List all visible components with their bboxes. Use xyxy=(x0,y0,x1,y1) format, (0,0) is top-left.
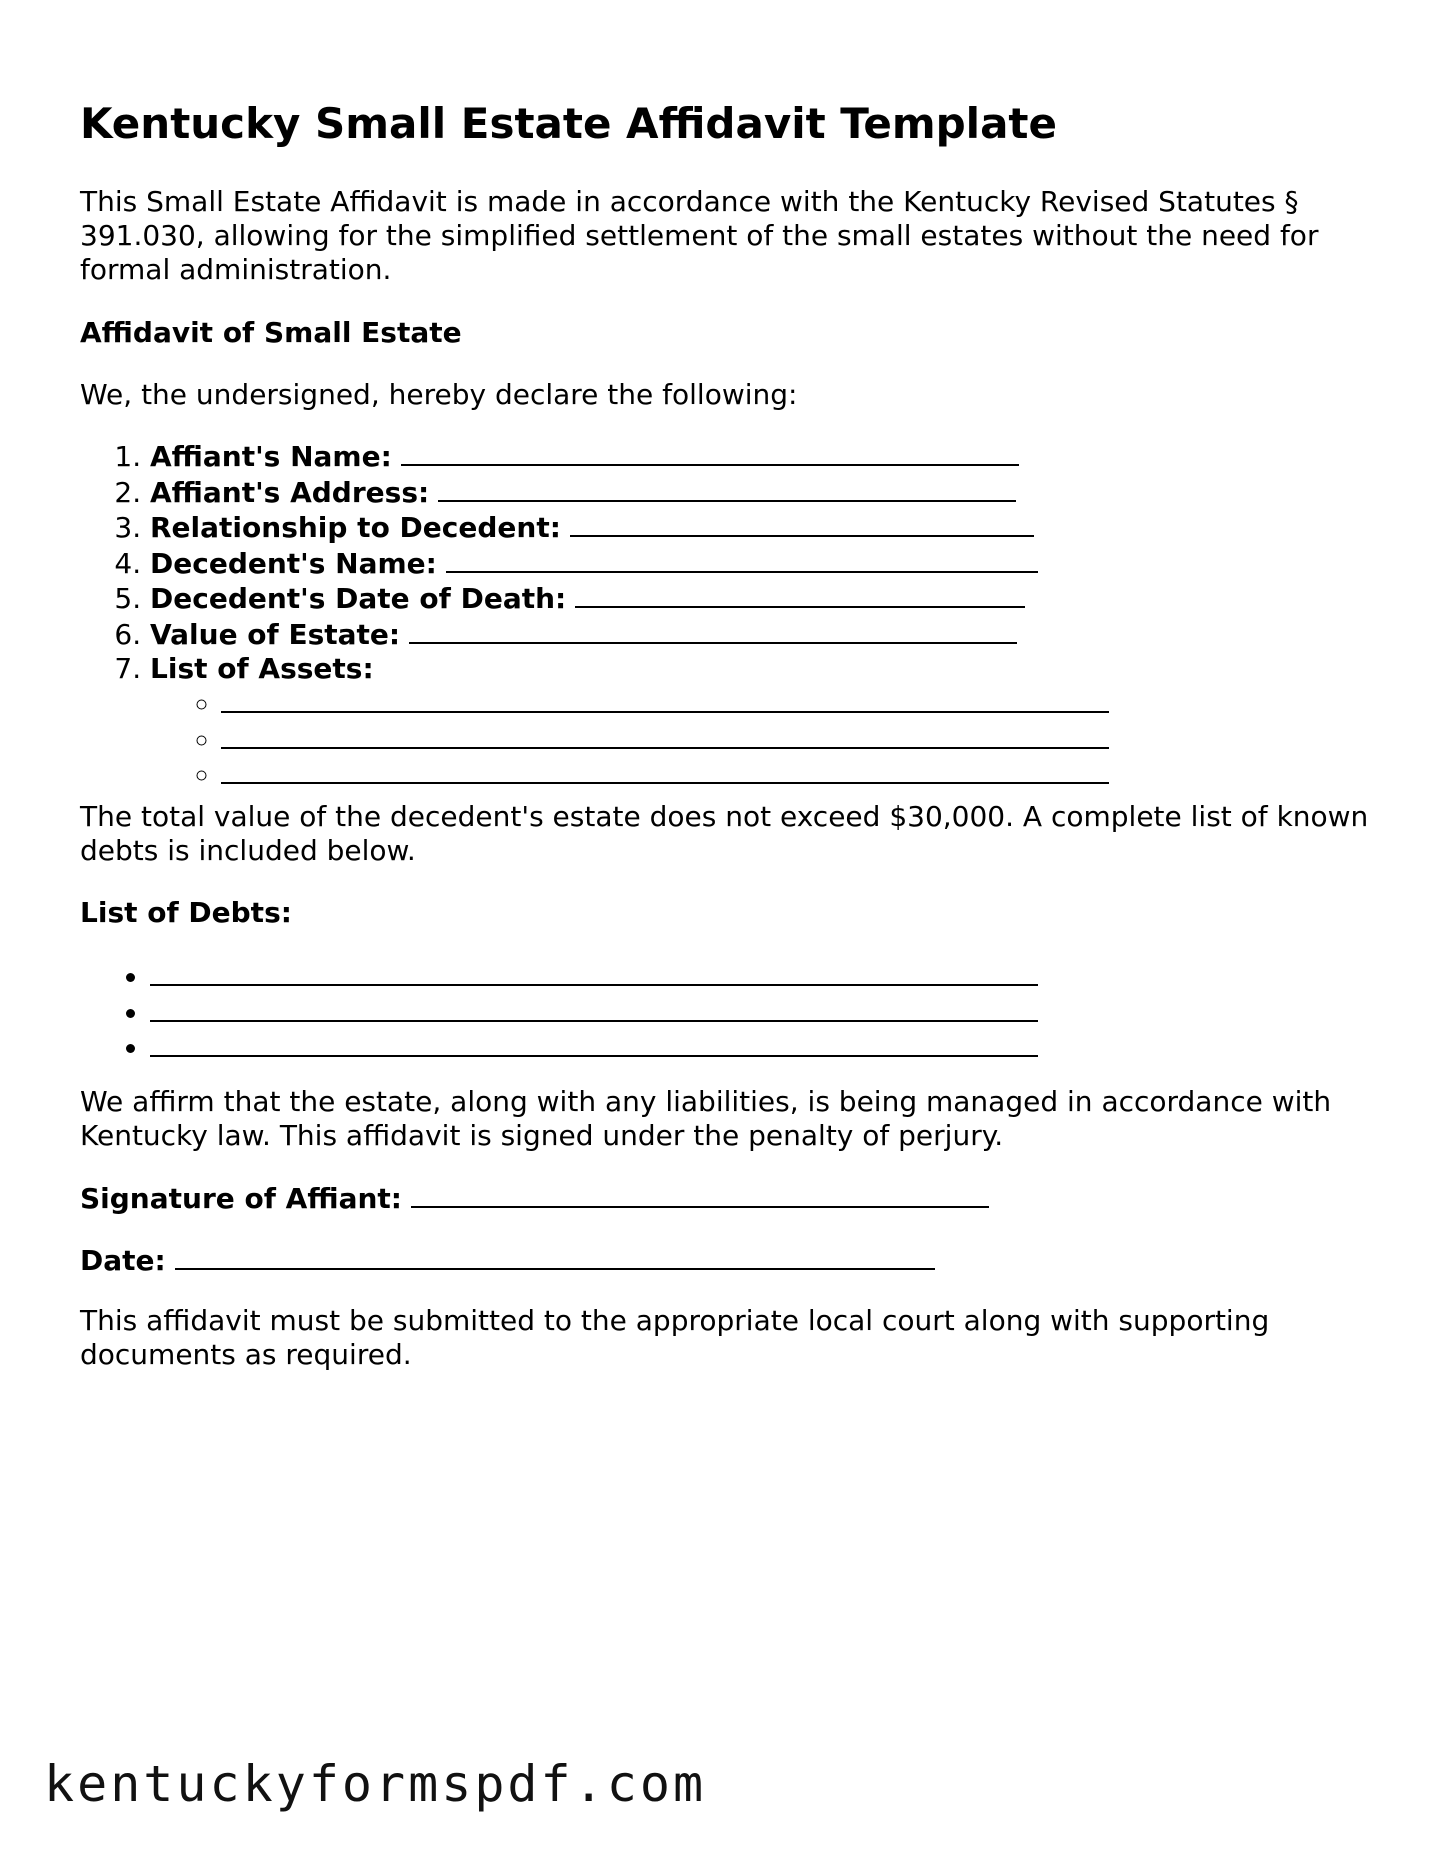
field-label: Relationship to Decedent: xyxy=(150,511,561,545)
field-label: Decedent's Date of Death: xyxy=(150,582,567,616)
asset-item xyxy=(221,685,1370,721)
affirmation-paragraph: We affirm that the estate, along with any liabilities, is being managed in accordance with Kentucky law. This affidavit is signed under the penalty of perjury. xyxy=(80,1085,1332,1152)
field-value-of-estate xyxy=(150,616,1370,652)
signature-field xyxy=(80,1180,989,1216)
date-label: Date: xyxy=(80,1244,166,1277)
field-date-of-death xyxy=(150,580,1370,616)
debt-item xyxy=(150,1029,1038,1065)
field-label: List of Assets: xyxy=(150,651,374,685)
footer-website: kentuckyformspdf.com xyxy=(44,1755,707,1813)
field-decedent-name xyxy=(150,545,1370,581)
field-list-of-assets xyxy=(150,652,1370,792)
debt-item xyxy=(150,958,1038,994)
relationship-blank[interactable] xyxy=(570,509,1034,537)
debt-blank[interactable] xyxy=(150,994,1038,1022)
debt-blank[interactable] xyxy=(150,958,1038,986)
debts-heading: List of Debts: xyxy=(80,896,292,929)
field-label: Decedent's Name: xyxy=(150,546,437,580)
assets-list xyxy=(150,685,1370,792)
value-of-estate-blank[interactable] xyxy=(409,616,1017,644)
asset-blank[interactable] xyxy=(221,721,1109,749)
field-label: Value of Estate: xyxy=(150,617,401,651)
affiant-address-blank[interactable] xyxy=(438,474,1016,502)
date-blank[interactable] xyxy=(175,1242,935,1270)
field-affiant-address xyxy=(150,474,1370,510)
declaration-text: We, the undersigned, hereby declare the following: xyxy=(80,378,798,411)
debts-list xyxy=(80,958,1038,1065)
signature-blank[interactable] xyxy=(411,1180,989,1208)
field-affiant-name xyxy=(150,438,1370,474)
asset-blank[interactable] xyxy=(221,756,1109,784)
decedent-name-blank[interactable] xyxy=(446,545,1038,573)
debt-item xyxy=(150,994,1038,1030)
date-of-death-blank[interactable] xyxy=(575,580,1025,608)
field-label: Affiant's Name: xyxy=(150,440,392,473)
section-heading: Affidavit of Small Estate xyxy=(80,316,462,349)
signature-label: Signature of Affiant: xyxy=(80,1182,402,1215)
field-label: Affiant's Address: xyxy=(150,475,430,509)
document-title: Kentucky Small Estate Affidavit Template xyxy=(80,99,1057,148)
affidavit-fields-list xyxy=(80,438,1370,792)
date-field xyxy=(80,1242,935,1278)
asset-item xyxy=(221,756,1370,792)
asset-blank[interactable] xyxy=(221,685,1109,713)
field-relationship xyxy=(150,509,1370,545)
affiant-name-blank[interactable] xyxy=(401,438,1019,466)
asset-item xyxy=(221,721,1370,757)
debt-blank[interactable] xyxy=(150,1029,1038,1057)
intro-paragraph: This Small Estate Affidavit is made in accordance with the Kentucky Revised Statutes § 391.030, allowing for the simplified settlement of the small estates without the need for formal administration. xyxy=(80,185,1319,286)
closing-paragraph: This affidavit must be submitted to the appropriate local court along with supporting documents as required. xyxy=(80,1304,1270,1371)
estate-statement: The total value of the decedent's estate does not exceed $30,000. A complete list of known debts is included below. xyxy=(80,800,1369,867)
